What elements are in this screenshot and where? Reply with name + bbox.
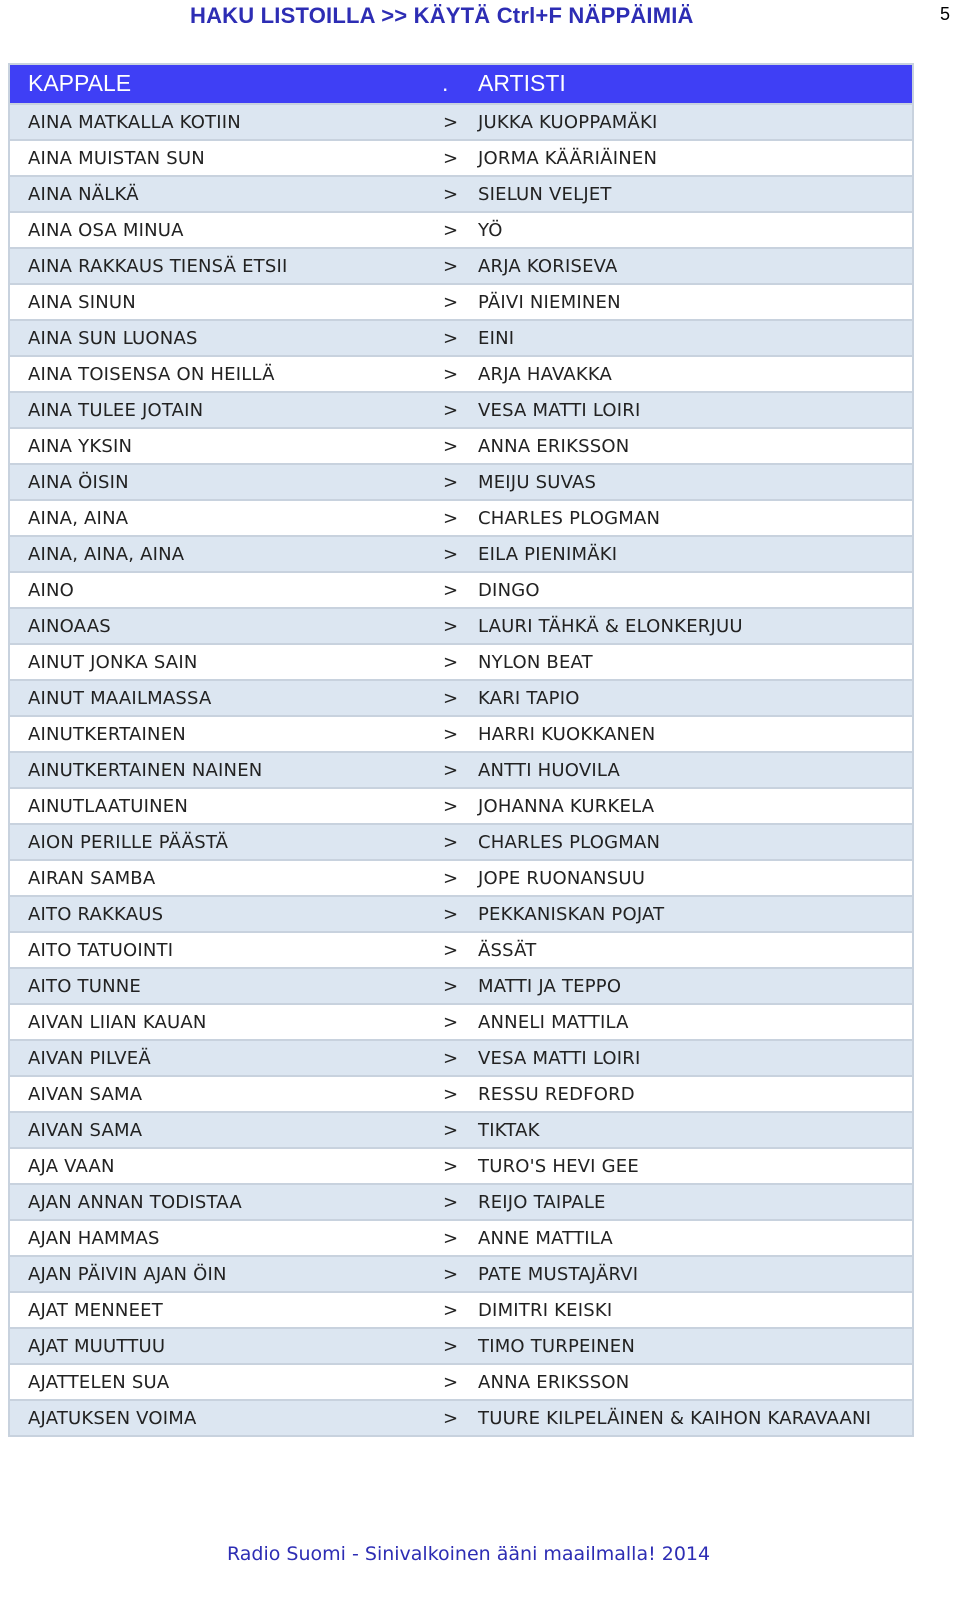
table-body [10, 103, 912, 1435]
artist-cell: ARJA KORISEVA [478, 256, 618, 277]
song-cell: AIRAN SAMBA [28, 868, 156, 889]
artist-cell: JOPE RUONANSUU [478, 868, 646, 889]
separator-cell: > [443, 364, 459, 385]
artist-cell: VESA MATTI LOIRI [478, 400, 641, 421]
separator-cell: > [443, 1156, 459, 1177]
artist-cell: PÄIVI NIEMINEN [478, 292, 621, 313]
separator-cell: > [443, 400, 459, 421]
song-cell: AINA, AINA [28, 508, 129, 529]
table-row [10, 1075, 912, 1111]
table-row [10, 679, 912, 715]
song-cell: AJAT MENNEET [28, 1300, 163, 1321]
separator-cell: > [443, 1372, 459, 1393]
artist-cell: YÖ [478, 220, 503, 241]
page-header [0, 0, 960, 34]
song-cell: AINO [28, 580, 75, 601]
artist-cell: HARRI KUOKKANEN [478, 724, 656, 745]
table-row [10, 139, 912, 175]
song-cell: AJATUKSEN VOIMA [28, 1408, 197, 1429]
song-cell: AINA MATKALLA KOTIIN [28, 112, 241, 133]
artist-cell: ANNA ERIKSSON [478, 1372, 630, 1393]
artist-cell: KARI TAPIO [478, 688, 580, 709]
artist-cell: JORMA KÄÄRIÄINEN [478, 148, 658, 169]
artist-cell: ANNE MATTILA [478, 1228, 613, 1249]
song-cell: AITO TUNNE [28, 976, 141, 997]
table-row [10, 751, 912, 787]
song-cell: AIVAN PILVEÄ [28, 1048, 151, 1069]
song-cell: AITO RAKKAUS [28, 904, 164, 925]
column-header-song: KAPPALE [28, 70, 132, 96]
song-cell: AINA TOISENSA ON HEILLÄ [28, 364, 275, 385]
separator-cell: > [443, 1336, 459, 1357]
artist-cell: TUURE KILPELÄINEN & KAIHON KARAVAANI [478, 1408, 872, 1429]
table-row [10, 1219, 912, 1255]
separator-cell: > [443, 904, 459, 925]
song-cell: AINA SUN LUONAS [28, 328, 198, 349]
table-row [10, 355, 912, 391]
artist-cell: EINI [478, 328, 515, 349]
song-cell: AJAN ANNAN TODISTAA [28, 1192, 242, 1213]
separator-cell: > [443, 112, 459, 133]
artist-cell: MEIJU SUVAS [478, 472, 597, 493]
artist-cell: RESSU REDFORD [478, 1084, 635, 1105]
song-cell: AJAN HAMMAS [28, 1228, 160, 1249]
song-cell: AITO TATUOINTI [28, 940, 174, 961]
artist-cell: ÄSSÄT [478, 940, 537, 961]
song-table [8, 63, 914, 1437]
table-row [10, 1039, 912, 1075]
song-cell: AINA SINUN [28, 292, 136, 313]
table-row [10, 967, 912, 1003]
table-row [10, 931, 912, 967]
table-row [10, 715, 912, 751]
song-cell: AJAN PÄIVIN AJAN ÖIN [28, 1264, 227, 1285]
table-row [10, 319, 912, 355]
artist-cell: LAURI TÄHKÄ & ELONKERJUU [478, 616, 743, 637]
table-row [10, 391, 912, 427]
song-cell: AINA ÖISIN [28, 472, 129, 493]
artist-cell: DIMITRI KEISKI [478, 1300, 613, 1321]
artist-cell: ANNELI MATTILA [478, 1012, 629, 1033]
table-row [10, 1327, 912, 1363]
artist-cell: REIJO TAIPALE [478, 1192, 606, 1213]
table-row [10, 1399, 912, 1435]
separator-cell: > [443, 1300, 459, 1321]
table-row [10, 499, 912, 535]
artist-cell: ANTTI HUOVILA [478, 760, 621, 781]
separator-cell: > [443, 184, 459, 205]
table-row [10, 787, 912, 823]
artist-cell: VESA MATTI LOIRI [478, 1048, 641, 1069]
table-row [10, 571, 912, 607]
separator-cell: > [443, 472, 459, 493]
separator-cell: > [443, 1228, 459, 1249]
artist-cell: TIMO TURPEINEN [478, 1336, 636, 1357]
song-cell: AINA MUISTAN SUN [28, 148, 205, 169]
separator-cell: > [443, 328, 459, 349]
table-row [10, 427, 912, 463]
song-cell: AINOAAS [28, 616, 111, 637]
separator-cell: > [443, 760, 459, 781]
artist-cell: ANNA ERIKSSON [478, 436, 630, 457]
separator-cell: > [443, 796, 459, 817]
artist-cell: NYLON BEAT [478, 652, 593, 673]
table-row [10, 175, 912, 211]
table-row [10, 1147, 912, 1183]
song-cell: AINUTLAATUINEN [28, 796, 189, 817]
song-cell: AINUTKERTAINEN [28, 724, 186, 745]
artist-cell: EILA PIENIMÄKI [478, 544, 618, 565]
artist-cell: CHARLES PLOGMAN [478, 832, 661, 853]
separator-cell: > [443, 832, 459, 853]
song-cell: AINUT JONKA SAIN [28, 652, 198, 673]
separator-cell: > [443, 1012, 459, 1033]
separator-cell: > [443, 436, 459, 457]
table-row [10, 535, 912, 571]
table-header-row [10, 65, 912, 103]
separator-cell: > [443, 508, 459, 529]
artist-cell: JOHANNA KURKELA [478, 796, 655, 817]
artist-cell: CHARLES PLOGMAN [478, 508, 661, 529]
table-row [10, 859, 912, 895]
song-cell: AINA TULEE JOTAIN [28, 400, 204, 421]
artist-cell: JUKKA KUOPPAMÄKI [478, 112, 658, 133]
artist-cell: ARJA HAVAKKA [478, 364, 613, 385]
separator-cell: > [443, 1408, 459, 1429]
page-title: HAKU LISTOILLA >> KÄYTÄ Ctrl+F NÄPPÄIMIÄ [190, 3, 694, 28]
separator-cell: > [443, 616, 459, 637]
table-row [10, 1183, 912, 1219]
artist-cell: TURO'S HEVI GEE [478, 1156, 639, 1177]
separator-cell: > [443, 256, 459, 277]
separator-cell: > [443, 688, 459, 709]
table-row [10, 103, 912, 139]
song-cell: AINA YKSIN [28, 436, 133, 457]
separator-cell: > [443, 580, 459, 601]
separator-cell: > [443, 976, 459, 997]
table-row [10, 1111, 912, 1147]
artist-cell: DINGO [478, 580, 540, 601]
table-row [10, 643, 912, 679]
table-row [10, 247, 912, 283]
table-row [10, 1291, 912, 1327]
separator-cell: > [443, 724, 459, 745]
artist-cell: PATE MUSTAJÄRVI [478, 1264, 639, 1285]
table-row [10, 895, 912, 931]
table-row [10, 211, 912, 247]
separator-cell: > [443, 1120, 459, 1141]
song-cell: AINUTKERTAINEN NAINEN [28, 760, 263, 781]
separator-cell: > [443, 868, 459, 889]
song-cell: AJA VAAN [28, 1156, 115, 1177]
song-cell: AJAT MUUTTUU [28, 1336, 166, 1357]
separator-cell: > [443, 220, 459, 241]
table-row [10, 283, 912, 319]
separator-cell: > [443, 292, 459, 313]
table-row [10, 1255, 912, 1291]
table-row [10, 463, 912, 499]
column-header-artist: ARTISTI [478, 70, 566, 96]
column-header-separator: . [442, 70, 449, 96]
separator-cell: > [443, 1192, 459, 1213]
footer-text: Radio Suomi - Sinivalkoinen ääni maailmalla! 2014 [227, 1543, 711, 1565]
separator-cell: > [443, 652, 459, 673]
table-row [10, 823, 912, 859]
song-cell: AJATTELEN SUA [28, 1372, 170, 1393]
separator-cell: > [443, 544, 459, 565]
song-cell: AINA OSA MINUA [28, 220, 184, 241]
song-cell: AIVAN SAMA [28, 1120, 143, 1141]
song-cell: AIVAN SAMA [28, 1084, 143, 1105]
separator-cell: > [443, 1048, 459, 1069]
song-cell: AINUT MAAILMASSA [28, 688, 212, 709]
separator-cell: > [443, 1084, 459, 1105]
page-number: 5 [939, 4, 950, 24]
table-row [10, 1003, 912, 1039]
artist-cell: MATTI JA TEPPO [478, 976, 622, 997]
table-row [10, 1363, 912, 1399]
separator-cell: > [443, 940, 459, 961]
artist-cell: TIKTAK [478, 1120, 540, 1141]
separator-cell: > [443, 148, 459, 169]
song-cell: AIVAN LIIAN KAUAN [28, 1012, 207, 1033]
table-row [10, 607, 912, 643]
separator-cell: > [443, 1264, 459, 1285]
song-cell: AINA NÄLKÄ [28, 184, 139, 205]
song-cell: AINA RAKKAUS TIENSÄ ETSII [28, 256, 288, 277]
song-cell: AION PERILLE PÄÄSTÄ [28, 832, 229, 853]
artist-cell: SIELUN VELJET [478, 184, 612, 205]
artist-cell: PEKKANISKAN POJAT [478, 904, 665, 925]
song-cell: AINA, AINA, AINA [28, 544, 185, 565]
